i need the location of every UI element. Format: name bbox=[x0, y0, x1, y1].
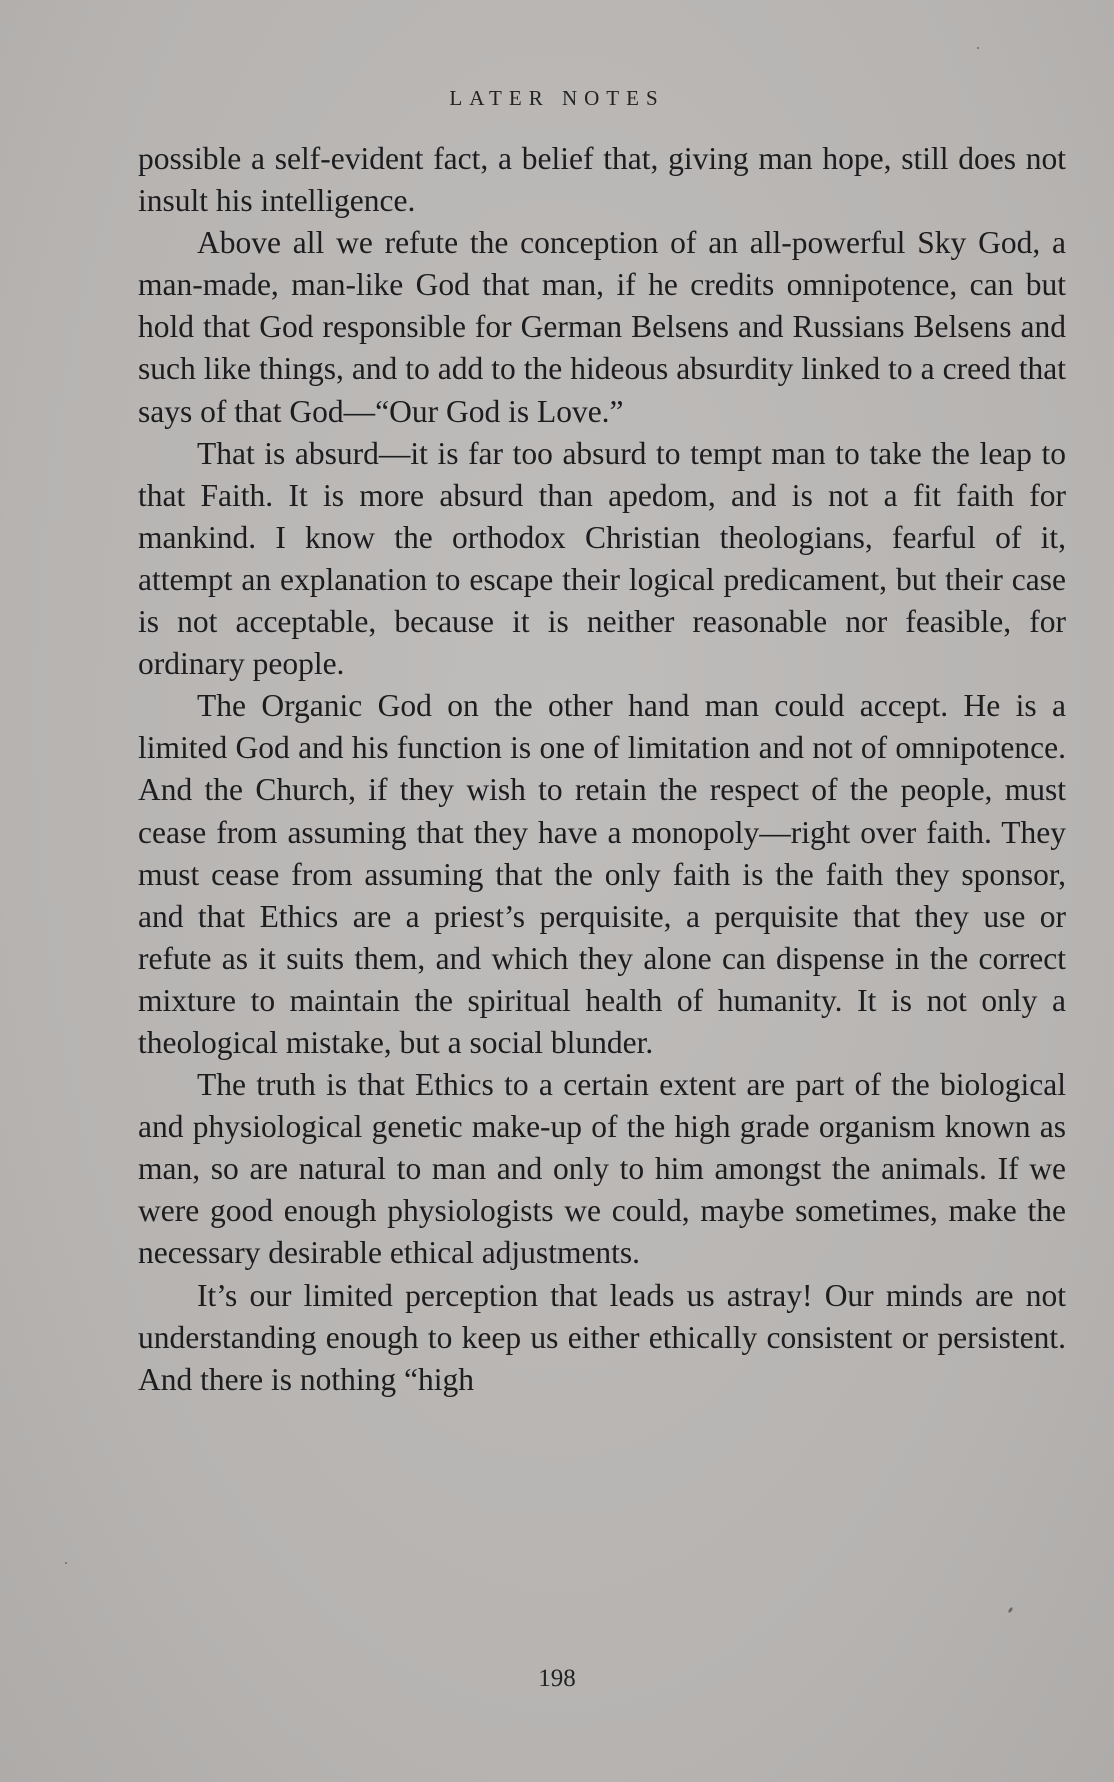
running-head: LATER NOTES bbox=[449, 86, 665, 110]
paper-speck bbox=[977, 47, 979, 49]
paper-speck bbox=[1008, 1607, 1014, 1614]
paragraph-5: The truth is that Ethics to a certain extent are part of the biological and physiological genetic make-up of the high grade organism known as man, so are natural to man and only to him amongst the animals. If we were good enough physiologists we could, maybe sometimes, make the necessary desirable ethical adjustments. bbox=[138, 1067, 1066, 1271]
paragraph-2: Above all we refute the conception of an all-powerful Sky God, a man-made, man-like God that man, if he credits omnipotence, can but hold that God responsible for German Belsens and Russians Belsens and such like things, and to add to the hideous absurdity linked to a creed that says of that God—“Our God is Love.” bbox=[138, 225, 1066, 429]
paragraph-4: The Organic God on the other hand man could accept. He is a limited God and his function is one of limitation and not of omnipotence. And the Church, if they wish to retain the respect of the people, must cease from assuming that they have a monopoly—right over faith. They must cease from assuming that the only faith is the faith they sponsor, and that Ethics are a priest’s perquisite, a perquisite that they use or refute as it suits them, and which they alone can dispense in the correct mixture to maintain the spiritual health of humanity. It is not only a theological mistake, but a social blunder. bbox=[138, 688, 1066, 1060]
paragraph-6: It’s our limited perception that leads us astray! Our minds are not understanding enough to keep us either ethically consistent or persistent. And there is nothing “high bbox=[138, 1277, 1066, 1397]
paragraph-3: That is absurd—it is far too absurd to tempt man to take the leap to that Faith. It is more absurd than apedom, and is not a fit faith for mankind. I know the orthodox Christian theologians, fearful of it, attempt an explanation to escape their logical predicament, but their case is not acceptable, because it is neither reasonable nor feasible, for ordinary people. bbox=[138, 435, 1066, 682]
page-number: 198 bbox=[538, 1665, 576, 1692]
paragraph-1: possible a self-evident fact, a belief that, giving man hope, still does not insult his intelligence. bbox=[138, 141, 1066, 219]
body-text bbox=[138, 138, 1066, 1401]
paper-speck bbox=[65, 1562, 67, 1564]
